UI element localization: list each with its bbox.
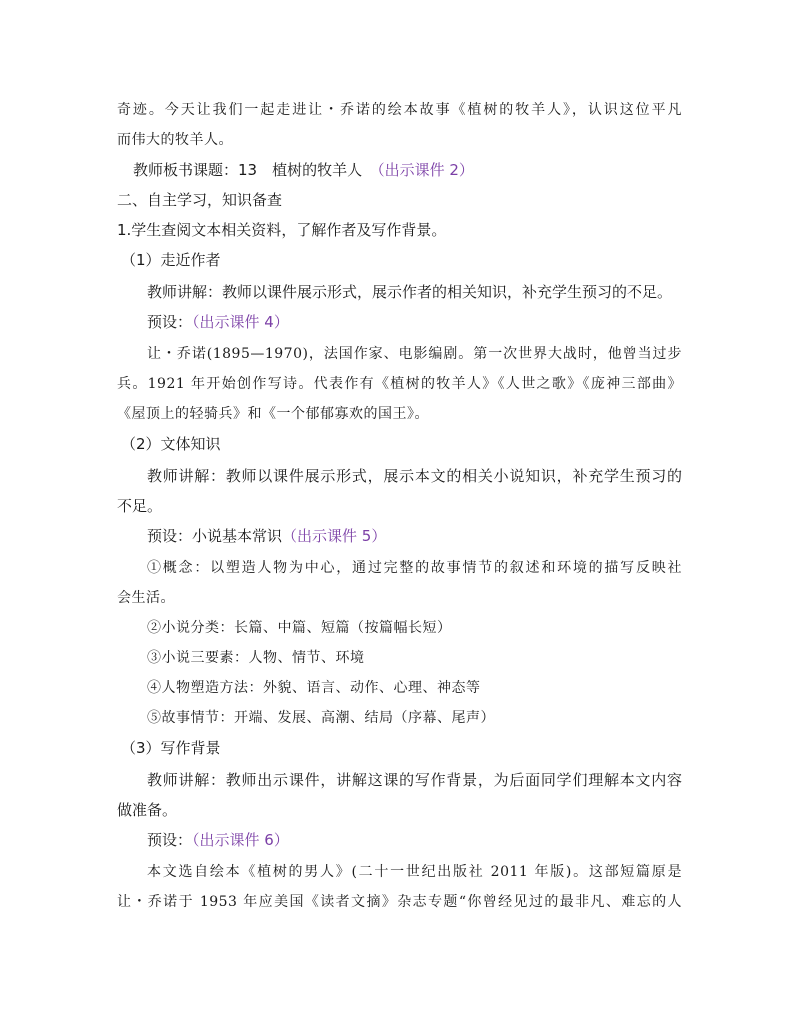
preset-label: 预设：小说基本常识 (147, 527, 283, 545)
list-item: ②小说分类：长篇、中篇、短篇（按篇幅长短） (147, 620, 452, 636)
teacher-explain-line: 教师讲解：教师出示课件，讲解这课的写作背景，为后面同学们理解本文内容 (147, 771, 682, 789)
sub-heading: （1）走近作者 (121, 251, 221, 269)
sub-heading: （3）写作背景 (121, 739, 221, 757)
paragraph-line: 奇迹。今天让我们一起走进让・乔诺的绘本故事《植树的牧羊人》，认识这位平凡 (117, 102, 682, 118)
courseware-tag: （出示课件 5） (282, 527, 387, 545)
sub-heading: （2）文体知识 (121, 435, 221, 453)
list-item: ③小说三要素：人物、情节、环境 (147, 650, 365, 666)
paragraph-line: 《屋顶上的轻骑兵》和《一个郁郁寡欢的国王》。 (117, 406, 429, 422)
preset-label: 预设： (147, 313, 193, 331)
board-title-line (133, 160, 682, 180)
list-item: ①概念：以塑造人物为中心，通过完整的故事情节的叙述和环境的描写反映社 (147, 560, 682, 576)
step-heading: 1.学生查阅文本相关资料，了解作者及写作背景。 (117, 221, 447, 239)
preset-line (147, 526, 682, 546)
teacher-explain-line: 不足。 (117, 497, 163, 515)
preset-label: 预设： (147, 831, 193, 849)
board-title-text: 教师板书课题：13 植树的牧羊人 (133, 161, 378, 179)
courseware-tag: （出示课件 4） (192, 313, 289, 331)
section-heading: 二、自主学习，知识备查 (117, 191, 283, 209)
paragraph-line: 本文选自绘本《植树的男人》(二十一世纪出版社 2011 年版)。这部短篇原是 (147, 864, 682, 880)
paragraph-line: 让・乔诺于 1953 年应美国《读者文摘》杂志专题“你曾经见过的最非凡、难忘的人 (117, 894, 682, 910)
teacher-explain-line: 教师讲解：教师以课件展示形式，展示本文的相关小说知识，补充学生预习的 (147, 467, 682, 485)
paragraph-line: 而伟大的牧羊人。 (117, 132, 233, 148)
preset-line (147, 830, 682, 850)
preset-line (147, 312, 682, 332)
courseware-tag: （出示课件 6） (192, 831, 289, 849)
teacher-explain-line: 教师讲解：教师以课件展示形式，展示作者的相关知识，补充学生预习的不足。 (147, 283, 673, 301)
teacher-explain-line: 做准备。 (117, 801, 178, 819)
list-item: ④人物塑造方法：外貌、语言、动作、心理、神态等 (147, 680, 481, 696)
list-item: 会生活。 (117, 590, 175, 606)
paragraph-line: 让・乔诺(1895—1970)，法国作家、电影编剧。第一次世界大战时，他曾当过步 (147, 346, 682, 362)
list-item: ⑤故事情节：开端、发展、高潮、结局（序幕、尾声） (147, 710, 495, 726)
paragraph-line: 兵。1921 年开始创作写诗。代表作有《植树的牧羊人》《人世之歌》《庞神三部曲》 (117, 376, 682, 392)
courseware-tag: （出示课件 2） (377, 161, 474, 179)
